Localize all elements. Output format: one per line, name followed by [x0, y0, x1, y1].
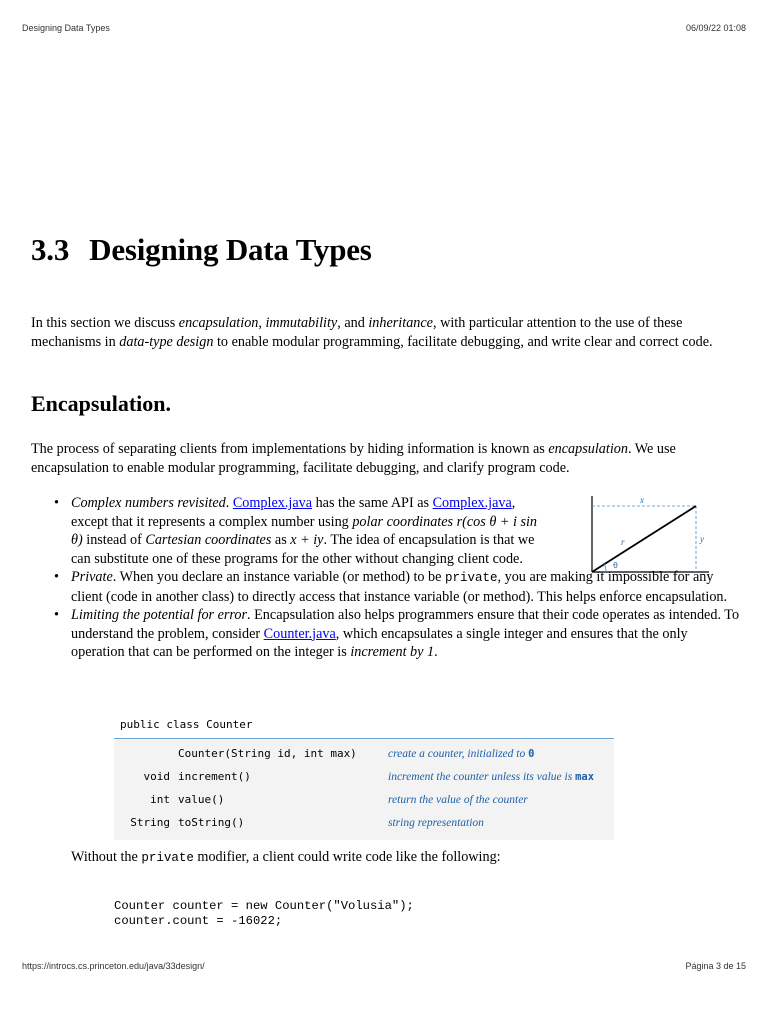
- api-row: [114, 765, 614, 788]
- api-return-type: int: [150, 793, 170, 806]
- section-number: 3.3: [31, 232, 70, 267]
- polar-coordinates-diagram: [588, 492, 712, 578]
- bullet-emphasis: increment by 1: [350, 644, 435, 660]
- without-text: modifier, a client could write code like the following:: [193, 849, 501, 865]
- bullet-dot: •: [54, 569, 59, 585]
- intro-emphasis: data-type design: [119, 333, 214, 350]
- intro-text: , with particular attention to the use of these mechanisms in: [31, 315, 683, 350]
- bullet-emphasis: Cartesian coordinates: [145, 532, 272, 548]
- api-signature: Counter(String id, int max): [178, 747, 357, 760]
- bullet-dot: •: [54, 495, 59, 511]
- cartesian-formula: x + iy: [290, 532, 324, 548]
- section-title: [31, 232, 372, 268]
- print-header-title: Designing Data Types: [22, 23, 110, 33]
- counter-java-link[interactable]: Counter.java: [263, 625, 336, 642]
- api-signature: increment(): [178, 770, 251, 783]
- api-row: [114, 788, 614, 811]
- encapsulation-heading: Encapsulation.: [31, 391, 171, 416]
- intro-emphasis: encapsulation: [178, 315, 259, 331]
- encapsulation-text: The process of separating clients from implementations by hiding information is known as: [31, 441, 549, 457]
- encapsulation-paragraph: [31, 440, 743, 477]
- bullet-text: , you are making it impossible for any client (code in another class) to directly access that instance variable (or method). This helps enforce encapsulation.: [71, 569, 728, 605]
- api-return-type: String: [130, 816, 170, 829]
- code-example: Counter counter = new Counter("Volusia"); counter.count = -16022;: [114, 899, 414, 928]
- diagram-theta-label: θ: [613, 561, 618, 570]
- api-description-code: max: [575, 770, 595, 783]
- bullet-text: as: [271, 532, 291, 548]
- api-description: [388, 771, 594, 783]
- polar-formula: r(cos θ + i sin θ): [71, 513, 538, 548]
- private-keyword: private: [141, 851, 194, 865]
- diagram-angle-arc: [604, 564, 606, 572]
- counter-api-table: [114, 714, 614, 840]
- bullet-text: has the same API as: [312, 495, 433, 511]
- intro-emphasis: inheritance: [368, 315, 433, 331]
- private-keyword: private: [445, 571, 498, 585]
- bullet-text: instead of: [82, 532, 146, 548]
- api-row: [114, 811, 614, 834]
- bullet-complex-numbers: [31, 494, 541, 568]
- intro-text: to enable modular programming, facilitate debugging, and write clear and correct code.: [213, 333, 713, 350]
- bullet-text: .: [434, 644, 438, 660]
- intro-text: ,: [258, 315, 266, 331]
- api-description: [388, 817, 484, 829]
- bullet-text: , except that it represents a complex number using: [71, 495, 516, 530]
- api-description-text: increment the counter unless its value is: [388, 770, 576, 783]
- intro-paragraph: [31, 314, 743, 351]
- print-footer-page: Página 3 de 15: [685, 961, 746, 971]
- section-title-text: Designing Data Types: [89, 232, 372, 267]
- api-rows: [114, 739, 614, 840]
- intro-emphasis: immutability: [265, 315, 338, 331]
- api-row: [114, 742, 614, 765]
- bullet-emphasis: Private: [71, 569, 113, 585]
- print-footer: [22, 961, 746, 971]
- api-return-type: void: [143, 770, 170, 783]
- api-signature: value(): [178, 793, 225, 806]
- bullet-emphasis: Limiting the potential for error: [71, 607, 248, 623]
- api-signature: toString(): [178, 816, 245, 829]
- bullet-dot: •: [54, 607, 59, 623]
- api-description-text: return the value of the counter: [388, 793, 528, 806]
- api-description: [388, 794, 528, 806]
- diagram-r-label: r: [621, 537, 625, 547]
- intro-text: In this section we discuss: [31, 315, 179, 331]
- bullet-text: . The idea of encapsulation is that we can substitute one of these programs for the other without changing client code.: [71, 532, 535, 567]
- encapsulation-text: . We use encapsulation to enable modular programming, facilitate debugging, and clarify program code.: [31, 441, 676, 476]
- diagram-radius-line: [592, 506, 696, 572]
- api-description-text: string representation: [388, 816, 484, 829]
- bullet-text: .: [225, 495, 233, 511]
- without-private-paragraph: [71, 848, 751, 868]
- bullet-text: . Encapsulation also helps programmers ensure that their code operates as intended. To understand the problem, consider: [71, 607, 740, 642]
- print-header-datetime: 06/09/22 01:08: [685, 23, 746, 33]
- bullet-emphasis: polar coordinates: [352, 513, 454, 530]
- bullet-emphasis: Complex numbers revisited: [71, 495, 226, 511]
- without-text: Without the: [71, 849, 142, 865]
- print-footer-url: https://introcs.cs.princeton.edu/java/33design/: [22, 961, 205, 971]
- bullet-text: , which encapsulates a single integer and ensures that the only operation that can be performed on the integer is: [71, 625, 688, 660]
- intro-text: , and: [337, 315, 369, 331]
- bullet-limiting-error: [31, 606, 743, 662]
- complex-java-link[interactable]: Complex.java: [432, 495, 512, 511]
- api-description: [388, 748, 534, 760]
- print-header: [22, 23, 746, 33]
- api-header: public class Counter: [114, 714, 614, 739]
- api-description-code: 0: [528, 747, 535, 760]
- api-description-text: create a counter, initialized to: [388, 747, 529, 760]
- complex-java-link[interactable]: Complex.java: [232, 495, 313, 511]
- bullet-text: . When you declare an instance variable (or method) to be: [112, 569, 445, 585]
- diagram-x-label: x: [640, 495, 644, 505]
- diagram-y-label: y: [700, 534, 704, 544]
- encapsulation-emphasis: encapsulation: [548, 441, 628, 457]
